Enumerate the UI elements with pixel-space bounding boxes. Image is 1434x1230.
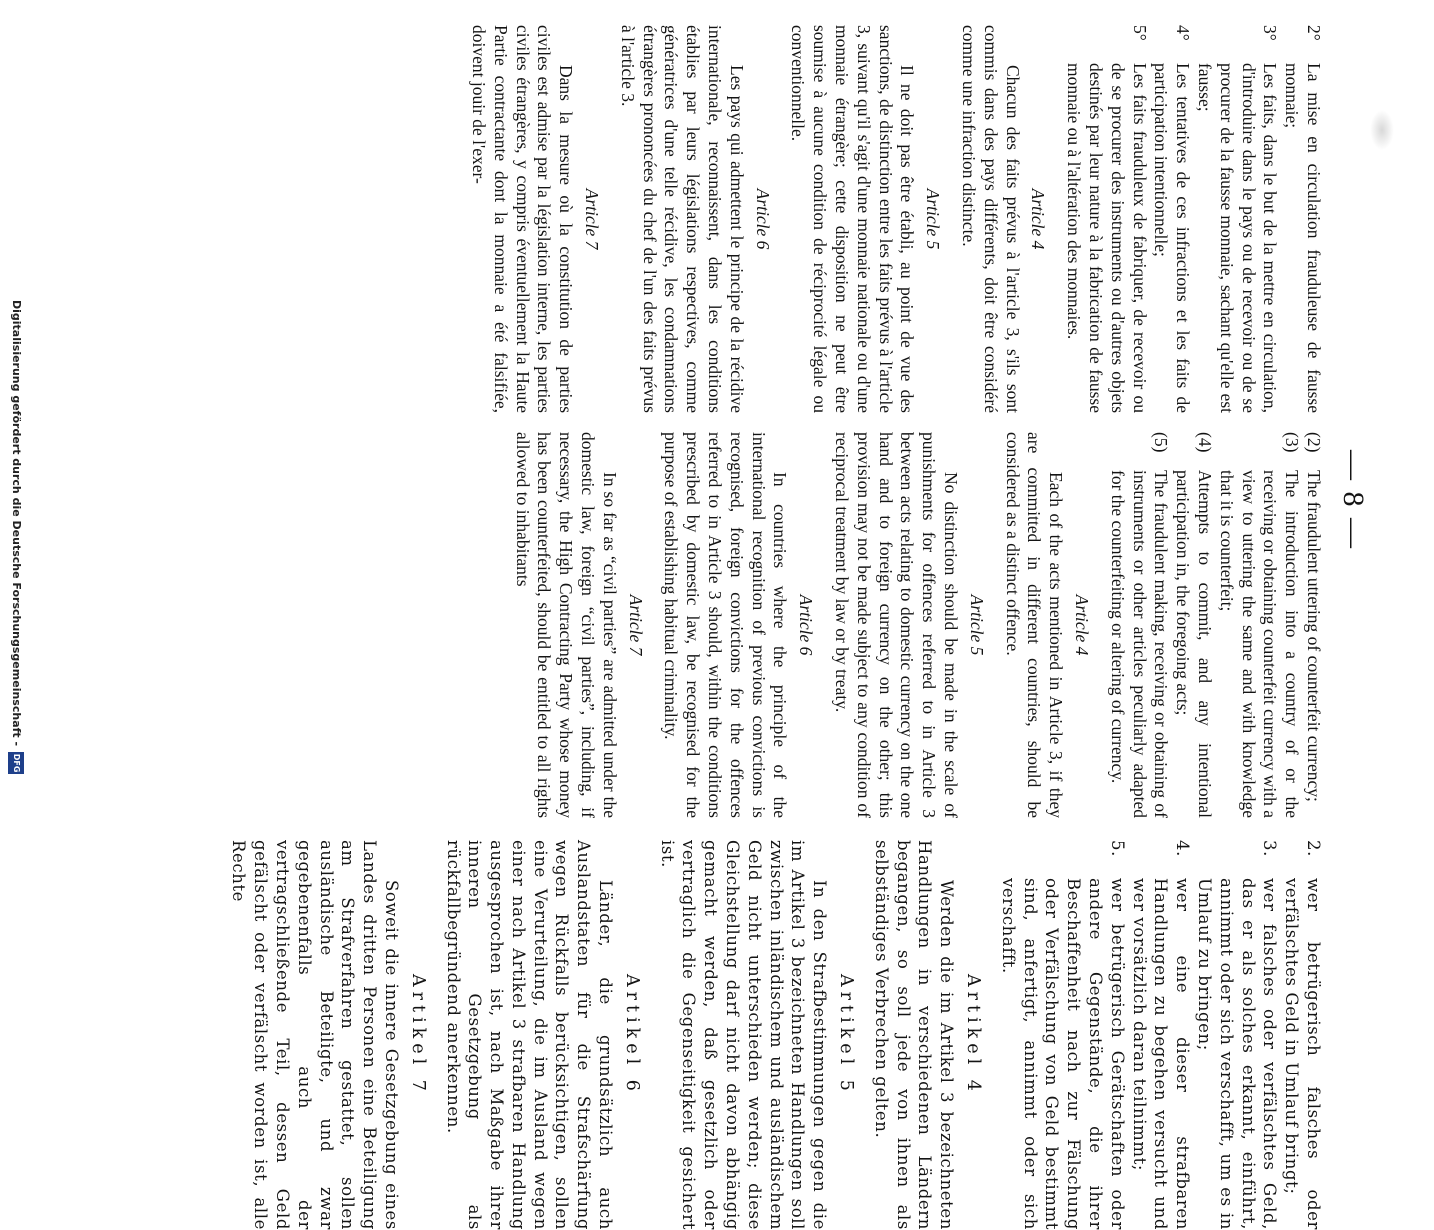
article-6-text: Länder, die grundsätzlich auch Auslandstaten für die Strafschärfung wegen Rückfalls berücksichtigen, sollen eine Verurteilung, die im Ausland wegen einer nach Artikel 3 strafbaren Handlung ausgesprochen ist, nach Maßgabe ihrer inneren Gesetzgebung als rückfallbegründend anerkennen.: [443, 840, 616, 1230]
item-text: wer falsches oder verfälschtes Geld, das er als solches erkannt, einführt, annimmt oder sich verschafft, um es in Umlauf zu bringen;: [1195, 878, 1280, 1230]
item-number: (3): [1282, 432, 1303, 453]
article-6-text: Les pays qui admettent le principe de la récidive internationale, reconnaissent, dans les conditions établies par leurs législations respectives, comme génératrices d'une telle récidive, les condamnations étrangères prononcées du chef de l'un des faits prévus à l'article 3.: [617, 25, 747, 413]
list-item: [1171, 432, 1215, 818]
list-item: [1302, 432, 1324, 818]
item-text: wer betrügerisch falsches oder verfälschtes Geld in Umlauf bringt;: [1282, 878, 1323, 1230]
list-item: [1280, 840, 1324, 1230]
item-number: 3.: [1260, 840, 1280, 857]
english-column: [511, 432, 1324, 818]
article-6-text: In countries where the principle of the international recognition of previous convictions is recognised, foreign convictions for the offences referred to in Article 3 should, within the conditions prescribed by domestic law, be recognised for the purpose of establishing habitual criminality.: [661, 432, 791, 818]
article-4-text: Chacun des faits prévus à l'article 3, s'ils sont commis dans des pays différents, doit être considéré comme une infraction distincte.: [959, 25, 1023, 413]
list-item: [1215, 432, 1302, 818]
article-4-heading: Article 4: [1072, 594, 1093, 656]
item-text: The fraudulent making, receiving or obtaining of instruments or other articles peculiarly adapted for the counterfeiting or altering of currency.: [1107, 470, 1172, 818]
item-number: 2.: [1304, 840, 1323, 857]
list-item: [1280, 25, 1324, 413]
article-7-text: In so far as “civil parties” are admitted under the domestic law, foreign “civil parties”, including, if necessary, the High Contracting Party whose money has been counterfeited, should be entitled to all rights allowed to inhabitants: [512, 432, 620, 818]
list-item: [1128, 840, 1193, 1230]
french-column: [467, 25, 1324, 413]
article-4-text: Each of the acts mentioned in Article 3, if they are committed in different countries, should be considered as a distinct offence.: [1002, 432, 1067, 818]
page-number: — 8 —: [1337, 450, 1370, 550]
list-item: [1150, 25, 1194, 413]
article-5-text: In den Strafbestimmungen gegen die im Artikel 3 bezeichneten Handlungen soll zwischen inländischem und ausländischem Geld nicht unterschieden werden; diese Gleichstellung darf nicht davon abhängig gemacht werden, daß gesetzlich oder vertraglich die Gegenseitigkeit gesichert ist.: [657, 840, 830, 1230]
list-item: [997, 840, 1128, 1230]
item-number: 5°: [1129, 25, 1150, 41]
article-6-heading: Article 6: [796, 594, 817, 656]
item-text: The fraudulent uttering of counterfeit currency;: [1304, 470, 1324, 802]
article-6-heading: Artikel 6: [621, 974, 642, 1096]
item-text: wer eine dieser strafbaren Handlungen zu begehen versucht und wer vorsätzlich daran teilnimmt;: [1129, 878, 1193, 1230]
article-5-heading: Artikel 5: [836, 974, 857, 1096]
article-7-heading: Article 7: [582, 188, 603, 250]
item-number: 2°: [1304, 25, 1324, 41]
item-number: 4°: [1173, 25, 1194, 41]
article-6-heading: Article 6: [752, 188, 773, 250]
item-number: (2): [1304, 432, 1324, 453]
item-text: Les tentatives de ces infractions et les faits de participation intentionnelle;: [1151, 63, 1194, 413]
list-item: [1062, 25, 1149, 413]
article-4-heading: Artikel 4: [963, 974, 984, 1096]
item-text: wer betrügerisch Gerätschaften oder andere Gegenstände, die ihrer Beschaffenheit nach zur Fälschung oder Verfälschung von Geld bestimmt sind, anfertigt, annimmt oder sich verschafft.: [998, 878, 1127, 1230]
article-4-heading: Article 4: [1028, 188, 1049, 250]
dfg-logo-icon: DFG: [8, 752, 24, 774]
article-5-heading: Article 5: [923, 188, 944, 250]
digitization-footer: [6, 300, 26, 1060]
article-5-text: Il ne doit pas être établi, au point de vue des sanctions, de distinction entre les faits prévus à l'article 3, suivant qu'il s'agit d'une monnaie nationale ou d'une monnaie étrangère; cette disposition ne peut être soumise à aucune condition de réciprocité légale ou conventionnelle.: [788, 25, 918, 413]
item-text: Les faits frauduleux de fabriquer, de recevoir ou de se procurer des instruments ou d'autres objets destinés par leur nature à la fabrication de fausse monnaie ou à l'altération des monnaies.: [1064, 63, 1150, 413]
item-text: Attempts to commit, and any intentional participation in, the foregoing acts;: [1173, 470, 1216, 818]
article-5-heading: Article 5: [966, 594, 987, 656]
article-7-heading: Article 7: [625, 594, 646, 656]
item-number: 3°: [1260, 25, 1281, 41]
article-7-text: Soweit die innere Gesetzgebung eines Landes dritten Personen eine Beteiligung am Strafverfahren gestattet, sollen ausländische Beteiligte, und zwar gegebenenfalls auch der vertragschließende Teil, dessen Geld gefälscht oder verfälscht worden ist, alle Rechte: [229, 840, 401, 1230]
item-number: (4): [1195, 432, 1216, 453]
scan-smudge: [1370, 110, 1394, 150]
item-number: 4.: [1173, 840, 1193, 857]
article-7-text: Dans la mesure où la constitution de parties civiles est admise par la législation interne, les parties civiles étrangères, y compris éventuellement la Haute Partie contractante dont la monnaie a été falsifiée, doivent jouir de l'exer-: [469, 25, 577, 413]
footer-text: Digitalisierung gefördert durch die Deutsche Forschungsgemeinschaft -: [10, 300, 23, 747]
item-text: Les faits, dans le but de la mettre en circulation, d'introduire dans le pays ou de recevoir ou de se procurer de la fausse monnaie, sachant qu'elle est fausse;: [1195, 63, 1281, 413]
item-text: The introduction into a country of or the receiving or obtaining counterfeit currency with a view to uttering the same and with knowledge that it is counterfeit;: [1216, 470, 1303, 818]
list-item: [1193, 840, 1280, 1230]
item-number: 5.: [1107, 840, 1127, 857]
list-item: [1106, 432, 1171, 818]
german-column: [228, 840, 1324, 1230]
article-5-text: No distinction should be made in the scale of punishments for offences referred to in Article 3 between acts relating to domestic currency on the one hand and to foreign currency on the other; this provision may not be made subject to any condition of reciprocal treatment by law or by treaty.: [832, 432, 962, 818]
item-number: (5): [1151, 432, 1172, 453]
article-4-text: Werden die im Artikel 3 bezeichneten Handlungen in verschiedenen Ländern begangen, so soll jede von ihnen als selbständiges Verbrechen gelten.: [871, 840, 957, 1230]
list-item: [1193, 25, 1280, 413]
article-7-heading: Artikel 7: [407, 974, 428, 1096]
item-text: La mise en circulation frauduleuse de fausse monnaie;: [1282, 63, 1324, 413]
